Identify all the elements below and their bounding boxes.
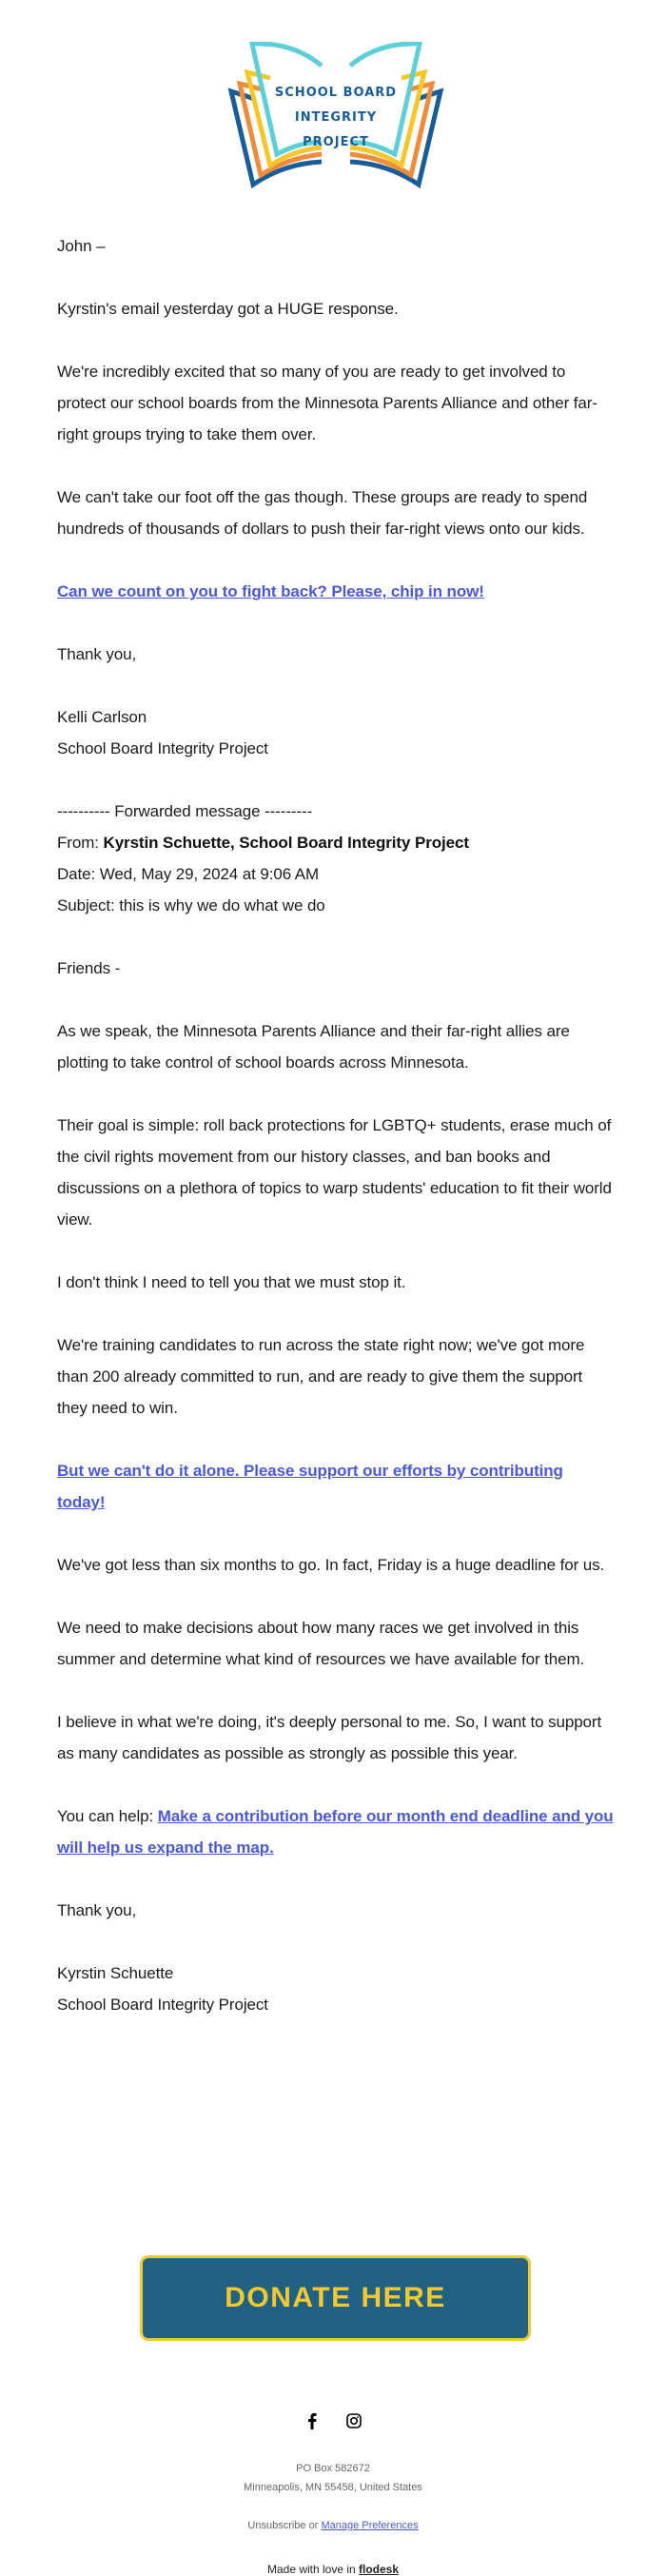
signature-org: School Board Integrity Project	[57, 1996, 268, 2014]
or-text: or	[305, 2520, 322, 2531]
address-line-2: Minneapolis, MN 55458, United States	[244, 2482, 422, 2493]
open-book-logo-icon	[226, 42, 445, 192]
paragraph: Their goal is simple: roll back protections for LGBTQ+ students, erase much of the civil rights movement from our history classes, and ban books and discussions on a plethora of topics to warp students' education to fit their world view.	[57, 1116, 612, 1229]
paragraph: We're incredibly excited that so many of you are ready to get involved to protect our school boards from the Minnesota Parents Alliance and other far-right groups trying to take them over.	[57, 363, 597, 443]
forwarded-from	[57, 827, 614, 858]
manage-preferences-link[interactable]: Manage Preferences	[321, 2520, 419, 2531]
chip-in-link[interactable]: Can we count on you to fight back? Please, chip in now!	[57, 582, 484, 600]
signature-name: Kelli Carlson	[57, 708, 147, 726]
forwarded-header: ---------- Forwarded message ---------	[57, 802, 313, 820]
social-links	[0, 2409, 666, 2432]
forwarded-subject: Subject: this is why we do what we do	[57, 896, 325, 914]
from-sender: Kyrstin Schuette, School Board Integrity Project	[103, 834, 469, 852]
email-body	[57, 230, 614, 2020]
paragraph	[57, 1800, 614, 1863]
signature-name: Kyrstin Schuette	[57, 1964, 174, 1982]
unsubscribe-link[interactable]: Unsubscribe	[247, 2520, 306, 2531]
logo	[226, 42, 445, 192]
flodesk-link[interactable]: flodesk	[359, 2563, 400, 2576]
facebook-icon[interactable]	[304, 2409, 321, 2432]
paragraph: I don't think I need to tell you that we must stop it.	[57, 1273, 406, 1291]
paragraph: We're training candidates to run across the state right now; we've got more than 200 already committed to run, and are ready to give them the support they need to win.	[57, 1336, 585, 1417]
made-with-love	[0, 2564, 666, 2575]
sign-off: Thank you,	[57, 645, 137, 663]
unsubscribe-row	[0, 2520, 666, 2531]
paragraph: I believe in what we're doing, it's deeply personal to me. So, I want to support as many candidates as possible as strongly as possible this year.	[57, 1713, 602, 1762]
paragraph: We can't take our foot off the gas though. These groups are ready to spend hundreds of thousands of dollars to push their far-right views onto our kids.	[57, 488, 588, 538]
paragraph: We've got less than six months to go. In fact, Friday is a huge deadline for us.	[57, 1556, 605, 1574]
logo-text-line3: PROJECT	[303, 135, 369, 149]
address-line-1: PO Box 582672	[296, 2463, 370, 2474]
instagram-icon[interactable]	[345, 2409, 362, 2432]
greeting-friends: Friends -	[57, 959, 121, 977]
signature-org: School Board Integrity Project	[57, 739, 268, 757]
postal-address	[0, 2459, 666, 2497]
sign-off: Thank you,	[57, 1901, 137, 1919]
support-link[interactable]: But we can't do it alone. Please support our efforts by contributing today!	[57, 1462, 563, 1511]
greeting: John –	[57, 237, 106, 255]
paragraph: As we speak, the Minnesota Parents Alliance and their far-right allies are plotting to take control of school boards across Minnesota.	[57, 1022, 570, 1072]
paragraph: We need to make decisions about how many races we get involved in this summer and determine what kind of resources we have available for them.	[57, 1619, 585, 1668]
logo-text-line2: INTEGRITY	[294, 110, 378, 125]
made-prefix: Made with love in	[266, 2563, 360, 2576]
logo-text-line1: SCHOOL BOARD	[274, 86, 398, 100]
contribution-link[interactable]: Make a contribution before our month end deadline and you will help us expand the map.	[57, 1807, 614, 1857]
donate-button[interactable]: DONATE HERE	[140, 2255, 531, 2341]
from-label: From:	[57, 834, 104, 852]
forwarded-date: Date: Wed, May 29, 2024 at 9:06 AM	[57, 865, 320, 883]
paragraph: Kyrstin's email yesterday got a HUGE response.	[57, 300, 399, 318]
help-prefix: You can help:	[57, 1807, 158, 1825]
